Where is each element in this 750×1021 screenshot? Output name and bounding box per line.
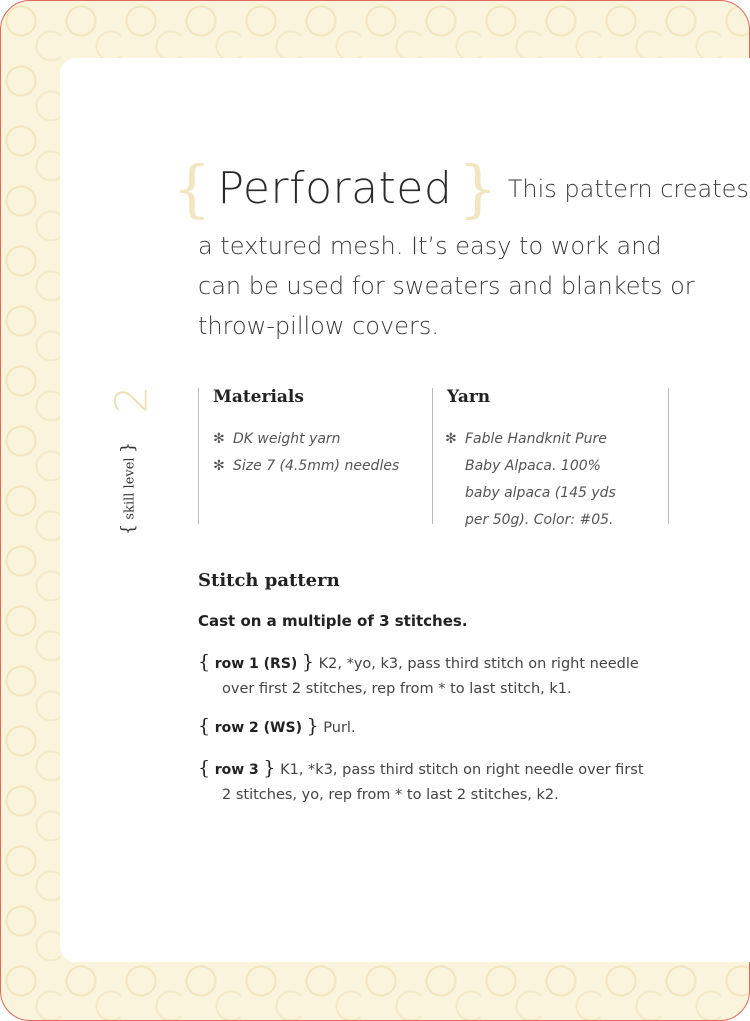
close-brace-icon: } xyxy=(458,152,498,225)
list-item: ✻ DK weight yarn xyxy=(213,426,423,453)
list-item: ✻ Fable Handknit Pure Baby Alpaca. 100% baby alpaca (145 yds per 50g). Color: #05. xyxy=(445,426,655,534)
row-label: row 3 xyxy=(214,762,259,778)
row-instruction: { row 2 (WS) } Purl. xyxy=(198,715,356,737)
materials-heading: Materials xyxy=(213,387,304,407)
materials-list xyxy=(213,426,423,480)
stitch-pattern-heading: Stitch pattern xyxy=(198,570,340,591)
close-brace-icon: } xyxy=(117,441,139,454)
divider-line xyxy=(432,388,433,524)
row-instruction: { row 1 (RS) } K2, *yo, k3, pass third stitch on right needle over first 2 stitches, rep from * to last stitch, k1. xyxy=(198,651,639,697)
divider-line xyxy=(198,388,199,524)
intro-line: can be used for sweaters and blankets or xyxy=(198,272,695,300)
skill-level-label xyxy=(118,429,139,549)
skill-level-number: 2 xyxy=(106,385,158,414)
row-label: row 1 (RS) xyxy=(214,656,298,672)
yarn-list xyxy=(445,426,655,534)
divider-line xyxy=(668,388,669,524)
list-item: ✻ Size 7 (4.5mm) needles xyxy=(213,453,423,480)
open-brace-icon: { xyxy=(117,523,139,536)
row-label: row 2 (WS) xyxy=(214,720,302,736)
yarn-heading: Yarn xyxy=(447,387,491,407)
row-instruction: { row 3 } K1, *k3, pass third stitch on right needle over first 2 stitches, yo, rep from * to last 2 stitches, k2. xyxy=(198,757,644,803)
intro-line: throw-pillow covers. xyxy=(198,312,439,340)
asterisk-icon: ✻ xyxy=(445,431,457,447)
skill-label-text: skill level xyxy=(122,457,138,520)
open-brace-icon: { xyxy=(172,152,212,225)
intro-first-line: This pattern creates xyxy=(507,174,749,203)
cast-on-instruction: Cast on a multiple of 3 stitches. xyxy=(198,612,468,630)
intro-line: a textured mesh. It’s easy to work and xyxy=(198,232,662,260)
title-line xyxy=(172,152,749,225)
skill-level-marker xyxy=(100,378,160,548)
intro-text xyxy=(198,226,695,346)
asterisk-icon: ✻ xyxy=(213,431,225,447)
asterisk-icon: ✻ xyxy=(213,458,225,474)
pattern-title: Perforated xyxy=(217,163,453,214)
